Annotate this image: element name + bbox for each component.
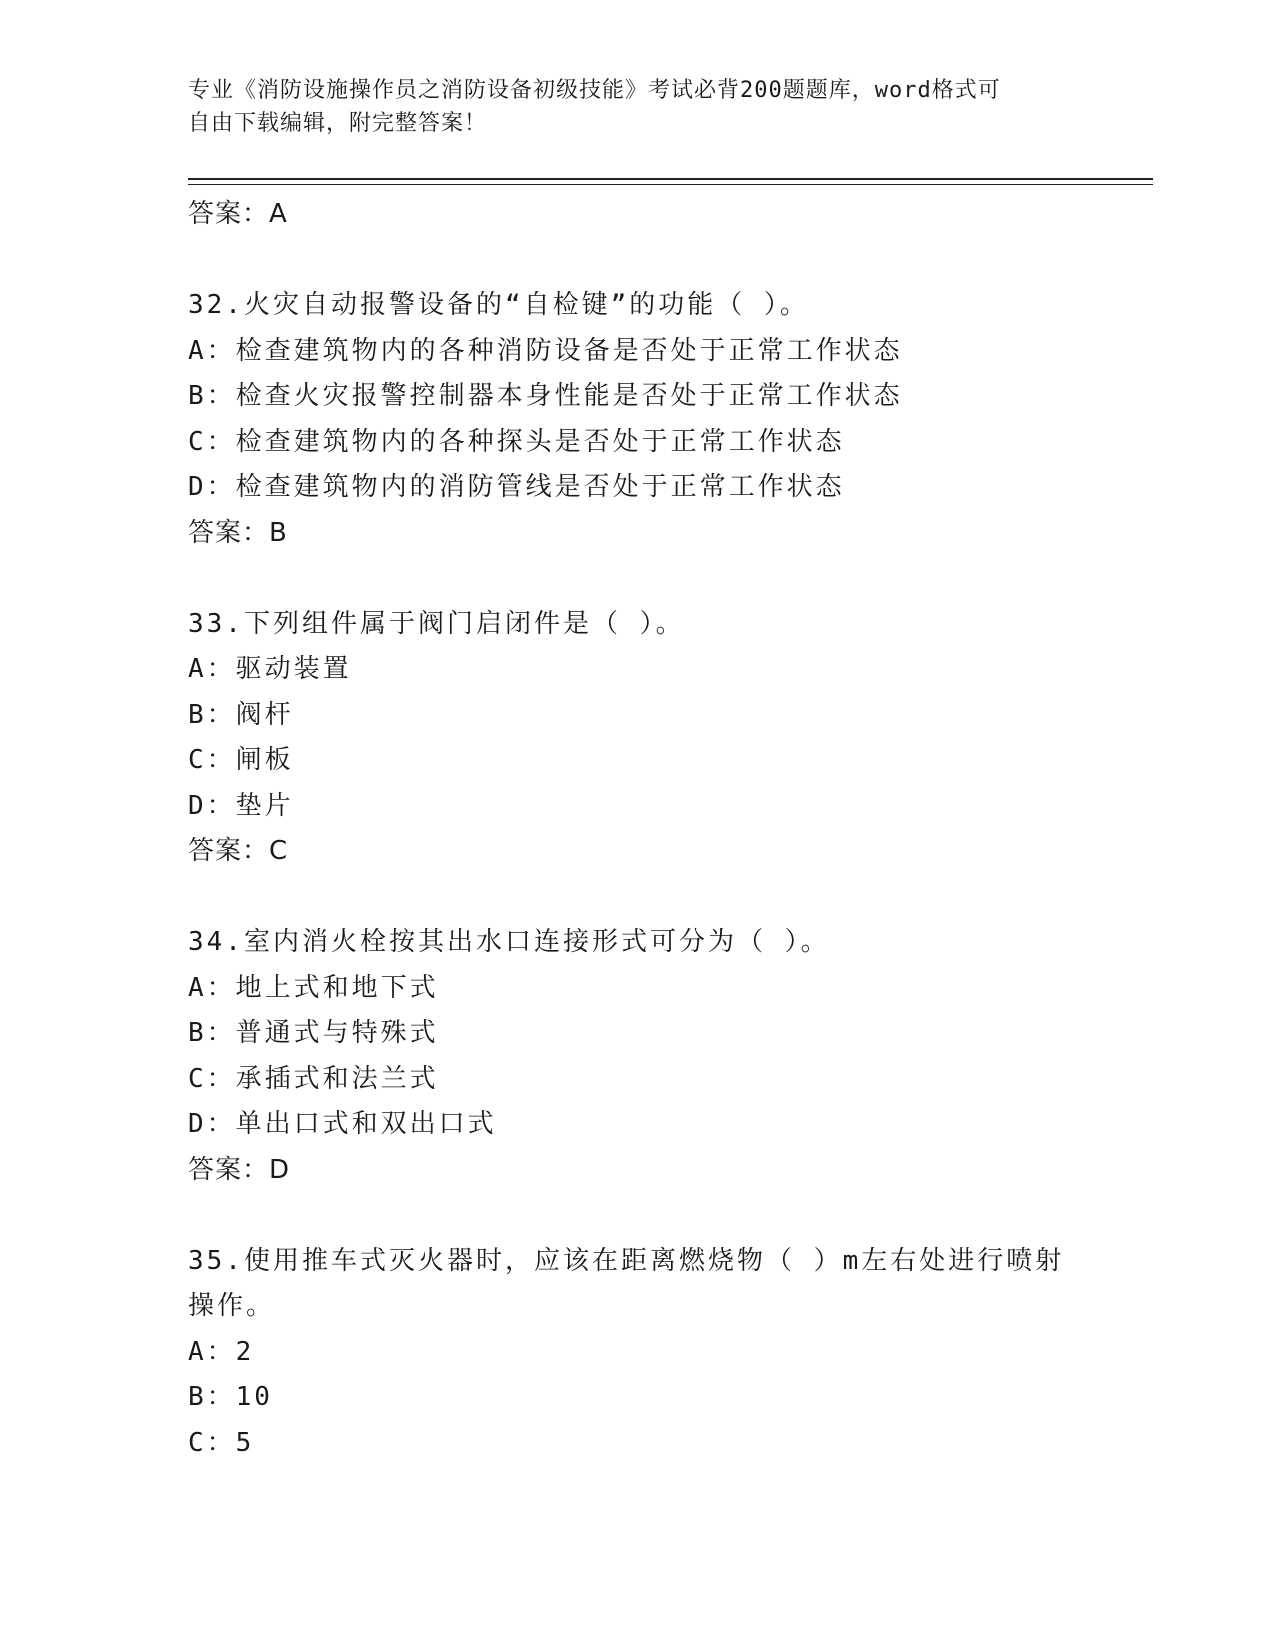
- spacer: [188, 1193, 1088, 1239]
- spacer: [188, 238, 1088, 284]
- option-d: D：单出口式和双出口式: [188, 1109, 497, 1139]
- option-a: A：驱动装置: [188, 654, 352, 684]
- option-c: C：检查建筑物内的各种探头是否处于正常工作状态: [188, 426, 845, 457]
- option-d: D：检查建筑物内的消防管线是否处于正常工作状态: [188, 472, 845, 502]
- question-block: [188, 283, 1088, 556]
- question-stem-continued: 操作。: [188, 1291, 276, 1321]
- document-header: [188, 74, 1088, 140]
- question-block: [188, 920, 1088, 1193]
- header-divider-thick: [188, 178, 1153, 180]
- spacer: [188, 875, 1088, 921]
- question-stem: 33.下列组件属于阀门启闭件是（ ）。: [188, 608, 685, 639]
- header-line-2: 自由下载编辑，附完整答案！: [188, 111, 488, 136]
- question-stem: 34.室内消火栓按其出水口连接形式可分为（ ）。: [188, 927, 830, 957]
- answer-line: 答案：B: [188, 517, 288, 548]
- answer-line: 答案：D: [188, 1154, 291, 1185]
- question-block: [188, 602, 1088, 875]
- question-list: [188, 192, 1088, 1466]
- header-line-1: 专业《消防设施操作员之消防设备初级技能》考试必背200题题库，word格式可: [188, 78, 1001, 103]
- question-stem: 35.使用推车式灭火器时，应该在距离燃烧物（ ）m左右处进行喷射: [188, 1245, 1065, 1276]
- previous-answer: 答案：A: [188, 199, 288, 229]
- header-divider-thin: [188, 184, 1153, 185]
- question-stem: 32.火灾自动报警设备的“自检键”的功能（ ）。: [188, 290, 809, 320]
- question-block: [188, 1239, 1088, 1467]
- spacer: [188, 556, 1088, 602]
- option-b: B：检查火灾报警控制器本身性能是否处于正常工作状态: [188, 381, 903, 411]
- option-b: B：普通式与特殊式: [188, 1018, 439, 1048]
- option-a: A：2: [188, 1336, 255, 1367]
- option-b: B：10: [188, 1382, 273, 1412]
- option-c: C：5: [188, 1427, 255, 1458]
- option-a: A：地上式和地下式: [188, 972, 439, 1003]
- option-d: D：垫片: [188, 790, 294, 821]
- option-b: B：阀杆: [188, 699, 294, 730]
- option-c: C：闸板: [188, 745, 294, 775]
- option-c: C：承插式和法兰式: [188, 1063, 439, 1094]
- option-a: A：检查建筑物内的各种消防设备是否处于正常工作状态: [188, 335, 903, 366]
- answer-line: 答案：C: [188, 836, 289, 866]
